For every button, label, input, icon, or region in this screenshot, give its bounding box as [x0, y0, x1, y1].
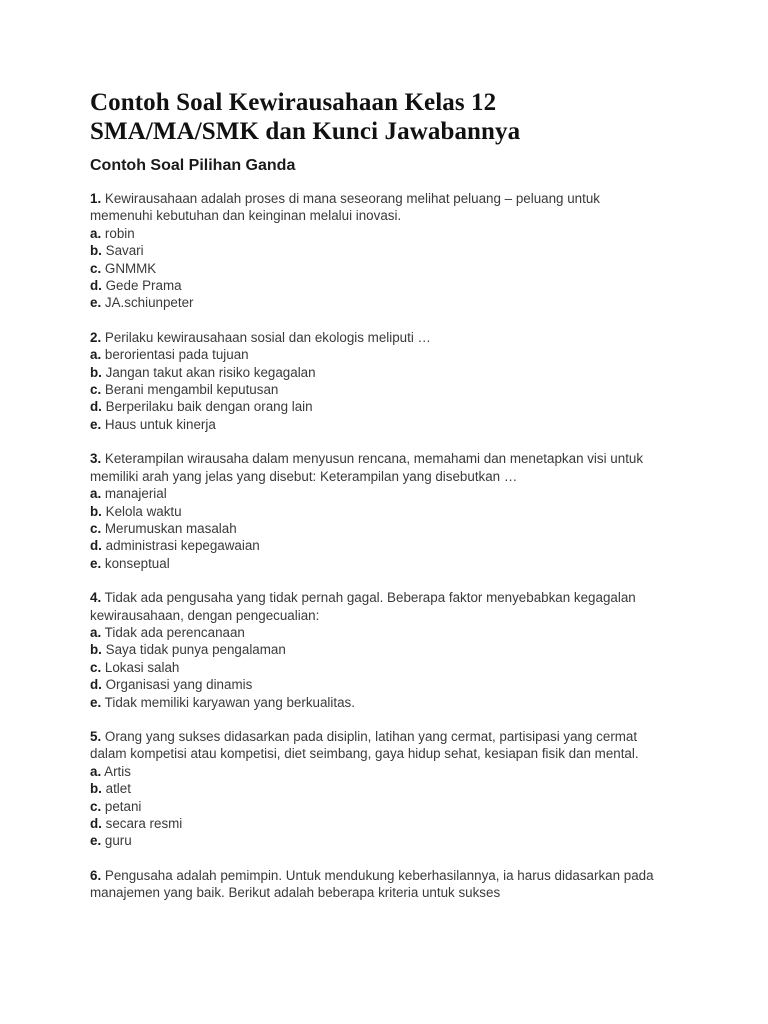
option-letter: d.: [90, 538, 102, 554]
answer-option[interactable]: [90, 503, 665, 520]
answer-option[interactable]: [90, 798, 665, 815]
option-text: Gede Prama: [105, 278, 182, 294]
answer-option[interactable]: [90, 364, 665, 381]
answer-option[interactable]: [90, 659, 665, 676]
section-heading: Contoh Soal Pilihan Ganda: [90, 157, 296, 174]
option-text: petani: [104, 798, 142, 814]
option-letter: a.: [90, 486, 102, 502]
question-number: 4.: [90, 590, 102, 606]
answer-option[interactable]: [90, 537, 665, 554]
question-text: Pengusaha adalah pemimpin. Untuk mendukung keberhasilannya, ia harus didasarkan pada manajemen yang baik. Berikut adalah beberapa kriteria untuk sukses: [90, 867, 654, 901]
answer-option[interactable]: [90, 381, 665, 398]
question-number: 1.: [90, 191, 102, 206]
option-letter: b.: [90, 642, 102, 658]
option-letter: e.: [90, 295, 102, 311]
option-letter: e.: [90, 694, 102, 710]
option-letter: b.: [90, 243, 102, 259]
question-block: [90, 867, 665, 902]
option-text: Lokasi salah: [104, 659, 180, 675]
option-text: Haus untuk kinerja: [104, 416, 216, 432]
option-text: Jangan takut akan risiko kegagalan: [105, 364, 316, 380]
question-block: [90, 190, 665, 312]
question-text: Orang yang sukses didasarkan pada disiplin, latihan yang cermat, partisipasi yang cermat dalam kompetisi atau kompetisi, diet seimbang, gaya hidup sehat, kesiapan fisik dan mental.: [90, 728, 639, 762]
option-text: Savari: [105, 243, 144, 259]
option-text: konseptual: [104, 555, 170, 571]
question-block: [90, 329, 665, 433]
option-text: Berani mengambil keputusan: [104, 382, 279, 398]
option-text: GNMMK: [104, 260, 157, 276]
option-letter: c.: [90, 520, 102, 536]
option-text: Organisasi yang dinamis: [105, 677, 253, 693]
answer-option[interactable]: [90, 555, 665, 572]
answer-option[interactable]: [90, 416, 665, 433]
option-text: administrasi kepegawaian: [105, 538, 260, 554]
answer-option[interactable]: [90, 242, 665, 259]
option-text: guru: [104, 833, 132, 849]
answer-option[interactable]: [90, 763, 665, 780]
option-letter: c.: [90, 659, 102, 675]
option-text: Kelola waktu: [105, 503, 182, 519]
answer-option[interactable]: [90, 780, 665, 797]
option-text: manajerial: [104, 486, 167, 502]
question-stem: [90, 450, 665, 485]
answer-option[interactable]: [90, 676, 665, 693]
option-letter: c.: [90, 798, 102, 814]
answer-option[interactable]: [90, 815, 665, 832]
option-letter: e.: [90, 833, 102, 849]
answer-option[interactable]: [90, 832, 665, 849]
option-text: Merumuskan masalah: [104, 520, 237, 536]
option-letter: a.: [90, 763, 102, 779]
option-text: Tidak ada perencanaan: [104, 624, 245, 640]
option-text: JA.schiunpeter: [104, 295, 194, 311]
answer-option[interactable]: [90, 694, 665, 711]
option-text: Artis: [104, 763, 131, 779]
option-letter: b.: [90, 364, 102, 380]
option-letter: b.: [90, 503, 102, 519]
option-text: Tidak memiliki karyawan yang berkualitas.: [104, 694, 355, 710]
question-text: Kewirausahaan adalah proses di mana seseorang melihat peluang – peluang untuk memenuhi kebutuhan dan keinginan melalui inovasi.: [90, 191, 600, 224]
option-letter: d.: [90, 278, 102, 294]
questions-list: [90, 190, 665, 902]
page-title: Contoh Soal Kewirausahaan Kelas 12 SMA/MA/SMK dan Kunci Jawabannya: [90, 89, 521, 145]
answer-option[interactable]: [90, 520, 665, 537]
option-text: robin: [104, 225, 135, 241]
answer-option[interactable]: [90, 624, 665, 641]
question-text: Perilaku kewirausahaan sosial dan ekologis meliputi …: [104, 329, 431, 345]
question-block: [90, 728, 665, 850]
question-block: [90, 450, 665, 572]
question-stem: [90, 329, 665, 346]
question-text: Tidak ada pengusaha yang tidak pernah gagal. Beberapa faktor menyebabkan kegagalan kewirausahaan, dengan pengecualian:: [90, 590, 636, 623]
question-number: 3.: [90, 451, 102, 467]
question-stem: [90, 190, 665, 225]
option-letter: e.: [90, 555, 102, 571]
option-text: berorientasi pada tujuan: [104, 347, 249, 363]
option-letter: b.: [90, 781, 102, 797]
option-letter: d.: [90, 816, 102, 831]
option-text: atlet: [105, 781, 131, 797]
question-text: Keterampilan wirausaha dalam menyusun rencana, memahami dan menetapkan visi untuk memiliki arah yang jelas yang disebut: Keterampilan yang disebutkan …: [90, 451, 644, 484]
question-number: 6.: [90, 867, 102, 883]
answer-option[interactable]: [90, 346, 665, 363]
question-stem: [90, 589, 665, 624]
option-letter: d.: [90, 399, 102, 415]
answer-option[interactable]: [90, 225, 665, 242]
option-letter: c.: [90, 260, 102, 276]
answer-option[interactable]: [90, 294, 665, 311]
option-letter: e.: [90, 416, 102, 432]
answer-option[interactable]: [90, 260, 665, 277]
option-letter: a.: [90, 624, 102, 640]
option-letter: d.: [90, 677, 102, 693]
question-number: 5.: [90, 728, 102, 744]
option-text: secara resmi: [105, 816, 183, 831]
question-stem: [90, 728, 665, 763]
answer-option[interactable]: [90, 277, 665, 294]
answer-option[interactable]: [90, 641, 665, 658]
question-number: 2.: [90, 329, 102, 345]
question-block: [90, 589, 665, 711]
question-stem: [90, 867, 665, 902]
option-letter: a.: [90, 347, 102, 363]
option-text: Saya tidak punya pengalaman: [105, 642, 286, 658]
option-text: Berperilaku baik dengan orang lain: [105, 399, 313, 415]
option-letter: c.: [90, 382, 102, 398]
option-letter: a.: [90, 225, 102, 241]
answer-option[interactable]: [90, 398, 665, 415]
answer-option[interactable]: [90, 485, 665, 502]
